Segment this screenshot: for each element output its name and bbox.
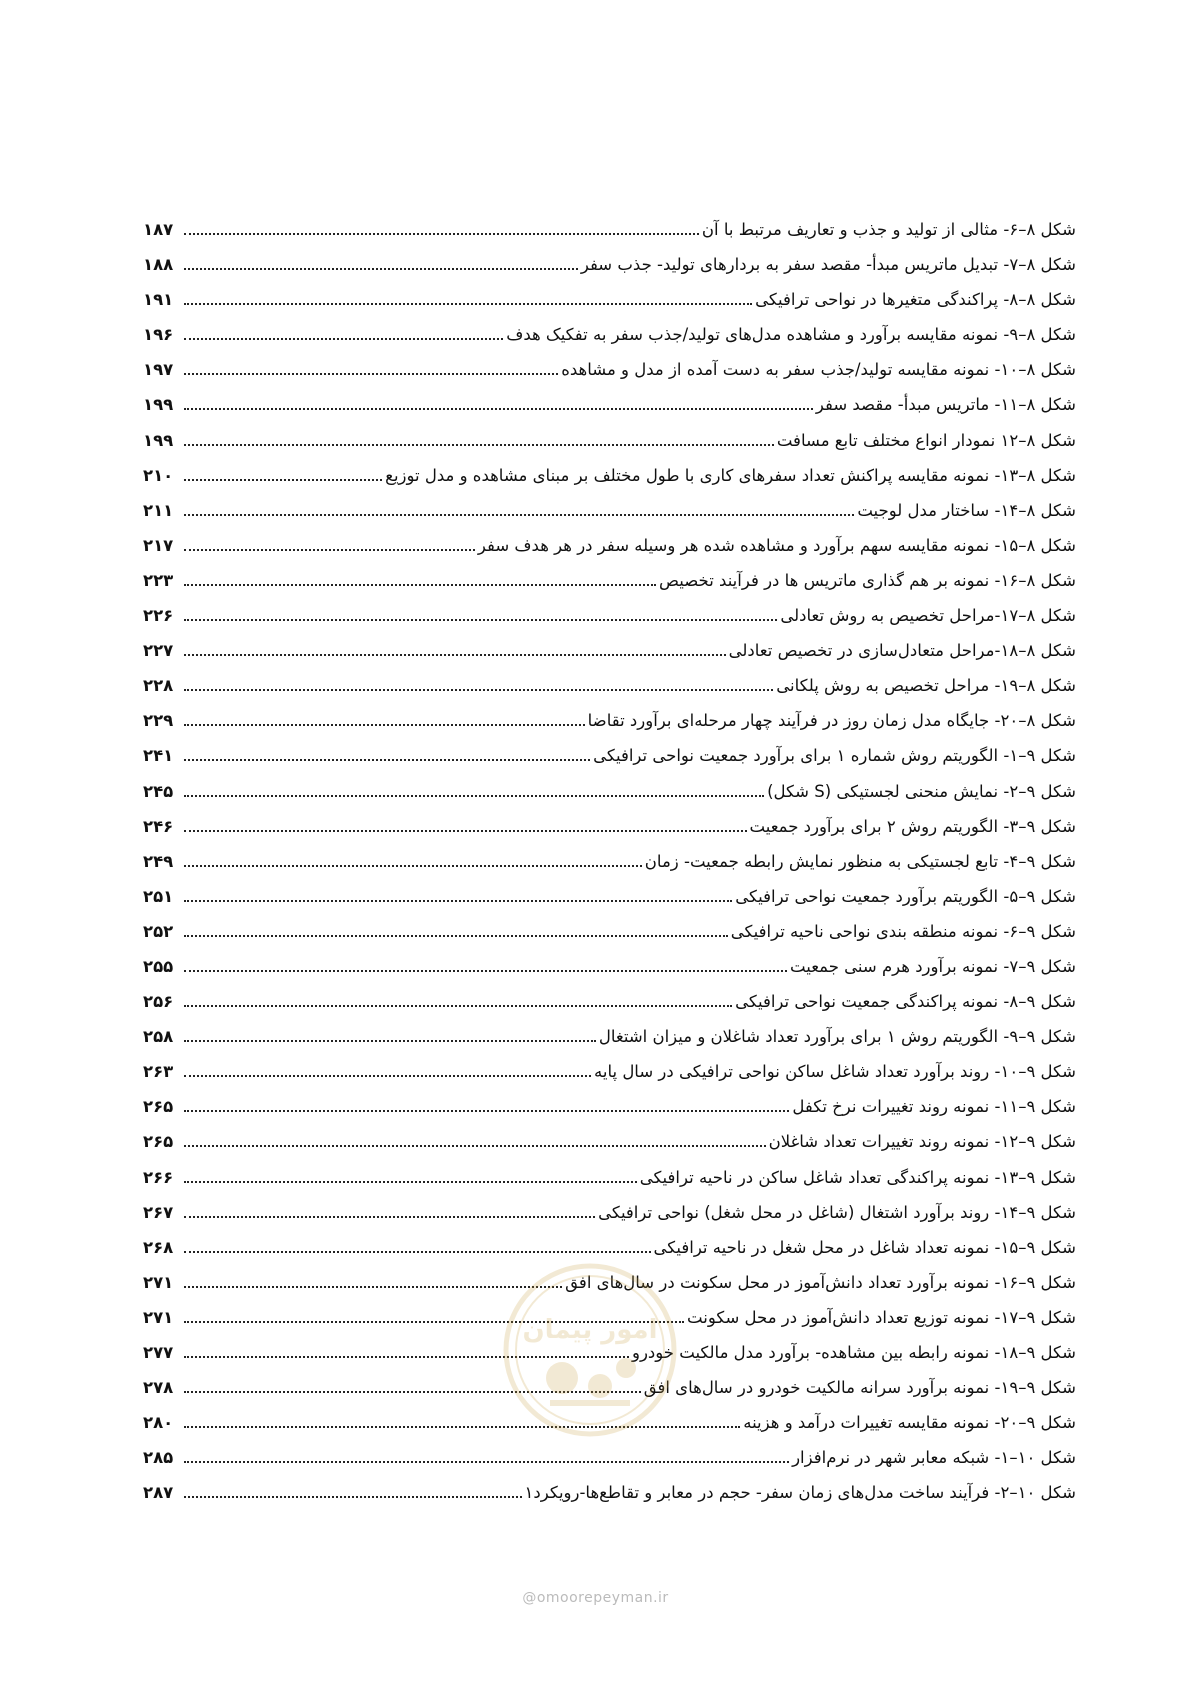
toc-entry-page: ۲۷۷ [143,1343,174,1362]
dot-leader [184,935,728,937]
dot-leader [184,1005,732,1007]
toc-entry [143,317,1076,352]
toc-entry-page: ۲۶۷ [143,1202,174,1222]
toc-entry-title: شکل ۹–۳- الگوریتم روش ۲ برای برآورد جمعیت [749,816,1076,836]
dot-leader [184,584,656,586]
toc-entry-title: شکل ۹–۱۴- روند برآورد اشتغال (شاغل در محل شغل) نواحی ترافیکی [598,1202,1076,1222]
toc-entry [143,212,1076,247]
toc-entry-title: شکل ۸–۲۰- جایگاه مدل زمان روز در فرآیند چهار مرحله‌ای برآورد تقاضا [587,711,1076,731]
toc-entry [143,809,1076,844]
watermark-site: @omoorepeyman.ir [522,1590,669,1606]
toc-entry-title: شکل ۹–۸- نمونه پراکندگی جمعیت نواحی ترافیکی [735,992,1076,1012]
toc-entry-title: شکل ۹–۱۶- نمونه برآورد تعداد دانش‌آموز در محل سکونت در سال‌های افق [565,1272,1076,1292]
toc-entry-title: شکل ۹–۹- الگوریتم روش ۱ برای برآورد تعداد شاغلان و میزان اشتغال [598,1027,1076,1047]
toc-entry-page: ۲۲۶ [143,606,174,626]
dot-leader [184,1145,766,1147]
toc-entry-page: ۲۶۶ [143,1167,174,1187]
dot-leader [184,303,752,305]
dot-leader [184,759,590,761]
toc-entry-page: ۲۲۸ [143,676,174,696]
toc-entry-title: شکل ۹–۵- الگوریتم برآورد جمعیت نواحی ترافیکی [735,886,1076,906]
dot-leader [184,970,787,972]
toc-entry-title: شکل ۸–۱۵- نمونه مقایسه سهم برآورد و مشاهده شده هر وسیله سفر در هر هدف سفر [477,535,1076,555]
toc-entry-page: ۲۸۰ [143,1413,174,1433]
toc-entry-page: ۲۵۱ [143,886,174,906]
toc-entry [143,352,1076,387]
toc-entry-title: شکل ۸–۱۴- ساختار مدل لوجیت [857,500,1076,520]
toc-entry [143,914,1076,949]
toc-entry-page: ۱۹۱ [143,290,174,310]
dot-leader [184,619,777,621]
toc-entry [143,528,1076,563]
toc-entry-title: شکل ۸–۷- تبدیل ماتریس مبدأ- مقصد سفر به بردارهای تولید- جذب سفر [580,255,1076,275]
toc-entry-page: ۲۵۸ [143,1027,174,1047]
toc-entry [143,668,1076,703]
toc-entry-page: ۲۴۱ [143,746,174,766]
toc-entry [143,1475,1076,1510]
toc-entry-page: ۲۶۵ [143,1132,174,1152]
dot-leader [184,900,732,902]
toc-entry-title: شکل ۱۰–۲- فرآیند ساخت مدل‌های زمان سفر- حجم در معابر و تقاطع‌ها-رویکرد۱ [524,1483,1076,1503]
toc-entry-page: ۲۱۰ [143,465,174,485]
dot-leader [184,795,764,797]
toc-entry-title: شکل ۸–۱۹- مراحل تخصیص به روش پلکانی [776,676,1076,696]
toc-entry [143,703,1076,738]
toc-entry-title: شکل ۹–۱۹- نمونه برآورد سرانه مالکیت خودرو در سال‌های افق [643,1378,1076,1398]
toc-entry-title: شکل ۹–۱۲- نمونه روند تغییرات تعداد شاغلان [768,1132,1076,1152]
toc-entry-page: ۱۹۶ [143,325,174,345]
toc-entry-title: شکل ۹–۱۱- نمونه روند تغییرات نرخ تکفل [792,1097,1076,1117]
toc-entry-page: ۲۶۸ [143,1237,174,1257]
toc-entry-page: ۲۶۵ [143,1097,174,1117]
dot-leader [184,1216,595,1218]
toc-entry-page: ۲۲۷ [143,641,174,661]
toc-entry-title: شکل ۹–۴- تابع لجستیکی به منظور نمایش رابطه جمعیت- زمان [644,851,1076,871]
dot-leader [184,549,475,551]
toc-entry [143,1019,1076,1054]
toc-entry [143,1195,1076,1230]
toc-entry-title: شکل ۹–۱۰- روند برآورد تعداد شاغل ساکن نواحی ترافیکی در سال پایه [594,1062,1076,1082]
toc-entry [143,949,1076,984]
toc-entry-page: ۲۷۸ [143,1378,174,1398]
dot-leader [184,724,585,726]
toc-entry-title: شکل ۸–۱۱- ماتریس مبدأ- مقصد سفر [815,395,1076,415]
toc-entry-title: شکل ۹–۱۳- نمونه پراکندگی تعداد شاغل ساکن در ناحیه ترافیکی [639,1167,1076,1187]
toc-entry [143,1160,1076,1195]
toc-entry-title: شکل ۸–۱۰- نمونه مقایسه تولید/جذب سفر به دست آمده از مدل و مشاهده [561,360,1076,380]
toc-entry-title: شکل ۹–۶- نمونه منطقه بندی نواحی ناحیه ترافیکی [730,921,1076,941]
toc-entry-page: ۱۹۷ [143,360,174,380]
toc-entry-title: شکل ۸–۱۲ نمودار انواع مختلف تابع مسافت [776,430,1076,450]
toc-entry-title: شکل ۸–۱۸-مراحل متعادل‌سازی در تخصیص تعادلی [728,641,1076,661]
dot-leader [184,1181,637,1183]
toc-entry-page: ۲۸۵ [143,1448,174,1468]
toc-entry [143,493,1076,528]
dot-leader [184,865,642,867]
toc-entry [143,282,1076,317]
toc-entry-title: شکل ۹–۱۸- نمونه رابطه بین مشاهده- برآورد مدل مالکیت خودرو [631,1343,1076,1362]
toc-entry [143,598,1076,633]
toc-entry-title: شکل ۸–۱۶- نمونه بر هم گذاری ماتریس ها در فرآیند تخصیص [659,570,1076,590]
dot-leader [184,1040,596,1042]
toc-entry-page: ۲۴۵ [143,781,174,801]
toc-entry-page: ۱۸۸ [143,255,174,275]
dot-leader [184,268,578,270]
dot-leader [184,654,726,656]
toc-entry-page: ۲۸۷ [143,1483,174,1503]
toc-entry-page: ۲۶۳ [143,1062,174,1082]
toc-entry-page: ۲۲۳ [143,570,174,590]
toc-entry-page: ۲۱۱ [143,500,174,520]
toc-entry-page: ۲۷۱ [143,1307,174,1327]
toc-entry-title: شکل ۸–۸- پراکندگی متغیرها در نواحی ترافیکی [755,290,1076,310]
toc-entry [143,423,1076,458]
toc-entry [143,1054,1076,1089]
dot-leader [184,1110,789,1112]
toc-entry [143,387,1076,422]
dot-leader [184,1461,789,1463]
toc-entry [143,774,1076,809]
toc-entry [143,1124,1076,1159]
toc-entry [143,984,1076,1019]
dot-leader [184,830,747,832]
dot-leader [184,479,382,481]
dot-leader [184,1496,522,1498]
toc-entry [143,633,1076,668]
toc-entry-title: شکل ۱۰–۱- شبکه معابر شهر در نرم‌افزار [792,1448,1076,1468]
toc-entry [143,738,1076,773]
toc-entry-title: شکل ۹–۱۷- نمونه توزیع تعداد دانش‌آموز در محل سکونت [687,1307,1076,1327]
toc-entry-page: ۱۹۹ [143,430,174,450]
dot-leader [184,373,558,375]
toc-entry-page: ۲۲۹ [143,711,174,731]
toc-entry-page: ۱۸۷ [143,220,174,239]
toc-entry [143,1089,1076,1124]
dot-leader [184,444,774,446]
toc-entry-page: ۲۵۵ [143,956,174,976]
dot-leader [184,1251,651,1253]
toc-entry-title: شکل ۸–۱۳- نمونه مقایسه پراکنش تعداد سفرهای کاری با طول مختلف بر مبنای مشاهده و مدل توزیع [385,465,1076,485]
toc-entry [143,563,1076,598]
dot-leader [184,408,813,410]
toc-entry [143,247,1076,282]
dot-leader [184,1075,591,1077]
toc-entry-title: شکل ۹–۷- نمونه برآورد هرم سنی جمعیت [790,956,1076,976]
watermark-logo [500,1260,680,1440]
dot-leader [184,233,699,235]
toc-entry [143,458,1076,493]
toc-entry [143,1440,1076,1475]
toc-entry-page: ۲۴۹ [143,851,174,871]
toc-entry-page: ۲۵۶ [143,992,174,1012]
toc-entry-title: شکل ۹–۱۵- نمونه تعداد شاغل در محل شغل در ناحیه ترافیکی [653,1237,1076,1257]
toc-entry-title: شکل ۹–۲۰- نمونه مقایسه تغییرات درآمد و هزینه [743,1413,1076,1433]
toc-entry [143,844,1076,879]
toc-entry-page: ۱۹۹ [143,395,174,415]
dot-leader [184,514,854,516]
toc-entry [143,879,1076,914]
toc-entry-title: شکل ۸–۱۷-مراحل تخصیص به روش تعادلی [780,606,1076,626]
toc-entry-title: شکل ۹–۱- الگوریتم روش شماره ۱ برای برآورد جمعیت نواحی ترافیکی [593,746,1076,766]
dot-leader [184,338,503,340]
svg-text:امور پیمان: امور پیمان [522,1315,658,1345]
dot-leader [184,689,773,691]
toc-entry-page: ۲۵۲ [143,921,174,941]
toc-entry-title: شکل ۹–۲- نمایش منحنی لجستیکی (S شکل) [767,781,1076,801]
toc-entry-page: ۲۴۶ [143,816,174,836]
toc-entry-page: ۲۱۷ [143,535,174,555]
toc-entry-title: شکل ۸–۹- نمونه مقایسه برآورد و مشاهده مدل‌های تولید/جذب سفر به تفکیک هدف [506,325,1076,345]
toc-entry-page: ۲۷۱ [143,1272,174,1292]
toc-entry-title: شکل ۸–۶- مثالی از تولید و جذب و تعاریف مرتبط با آن [701,220,1076,239]
